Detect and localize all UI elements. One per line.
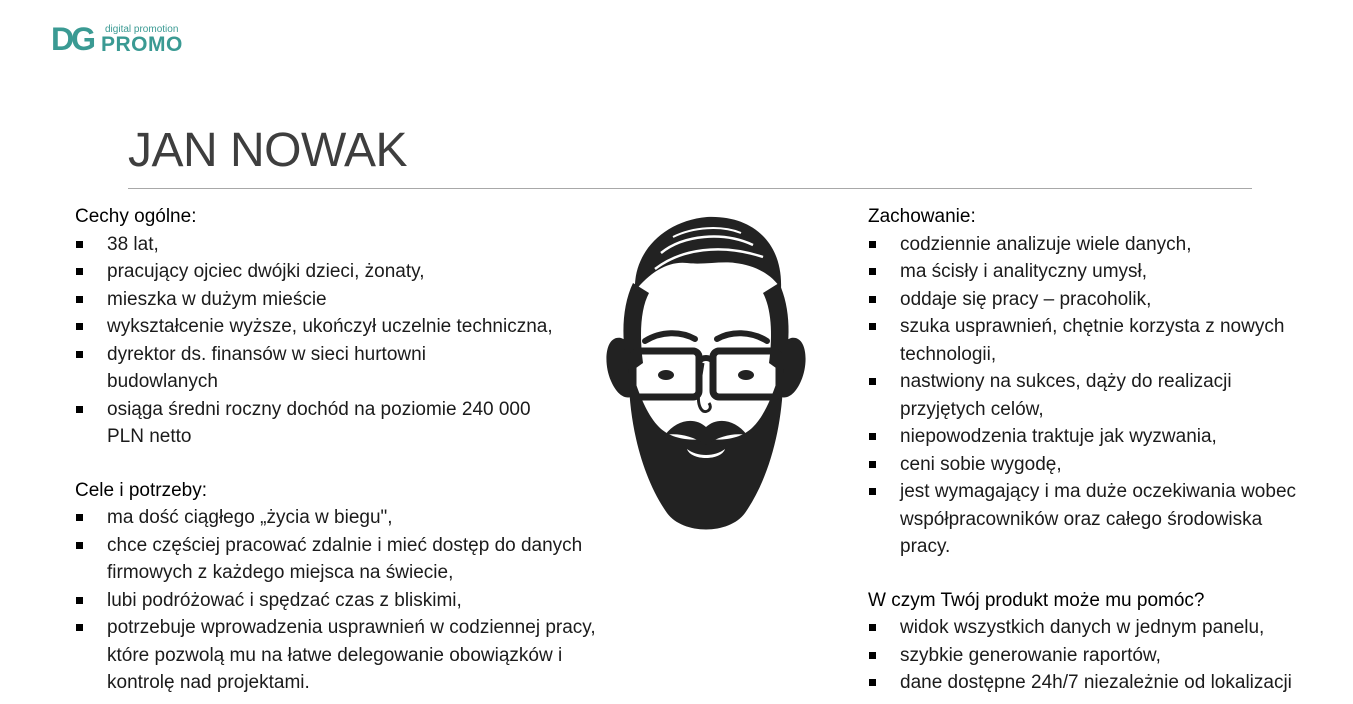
bullet-icon <box>869 296 876 303</box>
list-item: 38 lat, <box>75 231 620 259</box>
bullet-icon <box>76 542 83 549</box>
bearded-man-avatar-icon <box>603 213 809 545</box>
list-item: ceni sobie wygodę, <box>868 451 1338 479</box>
left-column <box>75 203 620 697</box>
list-item: szybkie generowanie raportów, <box>868 642 1338 670</box>
bullet-icon <box>869 378 876 385</box>
behavior-list <box>868 231 1338 561</box>
list-item: lubi podróżować i spędzać czas z bliskimi, <box>75 587 620 615</box>
bullet-icon <box>76 296 83 303</box>
list-item: szuka usprawnień, chętnie korzysta z nowych technologii, <box>868 313 1353 368</box>
list-item: nastwiony na sukces, dąży do realizacji przyjętych celów, <box>868 368 1310 423</box>
bullet-icon <box>76 241 83 248</box>
title-divider <box>128 188 1252 189</box>
dg-promo-logo <box>51 22 191 58</box>
list-item: widok wszystkich danych w jednym panelu, <box>868 614 1338 642</box>
bullet-icon <box>76 624 83 631</box>
list-item: pracujący ojciec dwójki dzieci, żonaty, <box>75 258 620 286</box>
bullet-icon <box>869 488 876 495</box>
bullet-icon <box>76 514 83 521</box>
bullet-icon <box>869 241 876 248</box>
logo-tagline: digital promotion <box>105 24 179 35</box>
list-item: jest wymagający i ma duże oczekiwania wobec współpracowników oraz całego środowiska pracy. <box>868 478 1300 561</box>
bullet-icon <box>869 433 876 440</box>
goals-needs-heading: Cele i potrzeby: <box>75 479 208 501</box>
bullet-icon <box>76 351 83 358</box>
general-traits-heading: Cechy ogólne: <box>75 206 197 227</box>
bullet-icon <box>76 597 83 604</box>
persona-name: JAN NOWAK <box>128 124 408 177</box>
general-traits-list <box>75 231 620 451</box>
right-column <box>868 203 1338 697</box>
list-item: ma dość ciągłego „życia w biegu", <box>75 504 620 532</box>
list-item: chce częściej pracować zdalnie i mieć dostęp do danych firmowych z każdego miejsca na świecie, <box>75 532 620 587</box>
bullet-icon <box>869 679 876 686</box>
list-item: mieszka w dużym mieście <box>75 286 620 314</box>
bullet-icon <box>869 268 876 275</box>
bullet-icon <box>76 268 83 275</box>
bullet-icon <box>76 406 83 413</box>
list-item: niepowodzenia traktuje jak wyzwania, <box>868 423 1338 451</box>
list-item: wykształcenie wyższe, ukończył uczelnie techniczna, <box>75 313 620 341</box>
list-item: dane dostępne 24h/7 niezależnie od lokalizacji <box>868 669 1338 697</box>
behavior-heading: Zachowanie: <box>868 206 976 227</box>
product-help-list <box>868 614 1338 697</box>
logo-mark: DG <box>51 21 93 57</box>
list-item: dyrektor ds. finansów w sieci hurtowni budowlanych <box>75 341 507 396</box>
product-help-heading: W czym Twój produkt może mu pomóc? <box>868 589 1205 611</box>
bullet-icon <box>869 461 876 468</box>
bullet-icon <box>76 323 83 330</box>
goals-needs-list <box>75 504 620 697</box>
list-item: osiąga średni roczny dochód na poziomie 240 000 PLN netto <box>75 396 567 451</box>
bullet-icon <box>869 624 876 631</box>
bullet-icon <box>869 323 876 330</box>
list-item: ma ścisły i analityczny umysł, <box>868 258 1338 286</box>
logo-wordmark: PROMO <box>101 33 183 56</box>
list-item: oddaje się pracy – pracoholik, <box>868 286 1338 314</box>
list-item: codziennie analizuje wiele danych, <box>868 231 1338 259</box>
bullet-icon <box>869 652 876 659</box>
list-item: potrzebuje wprowadzenia usprawnień w codziennej pracy, które pozwolą mu na łatwe delegowanie obowiązków i kontrolę nad projektami. <box>75 614 617 697</box>
